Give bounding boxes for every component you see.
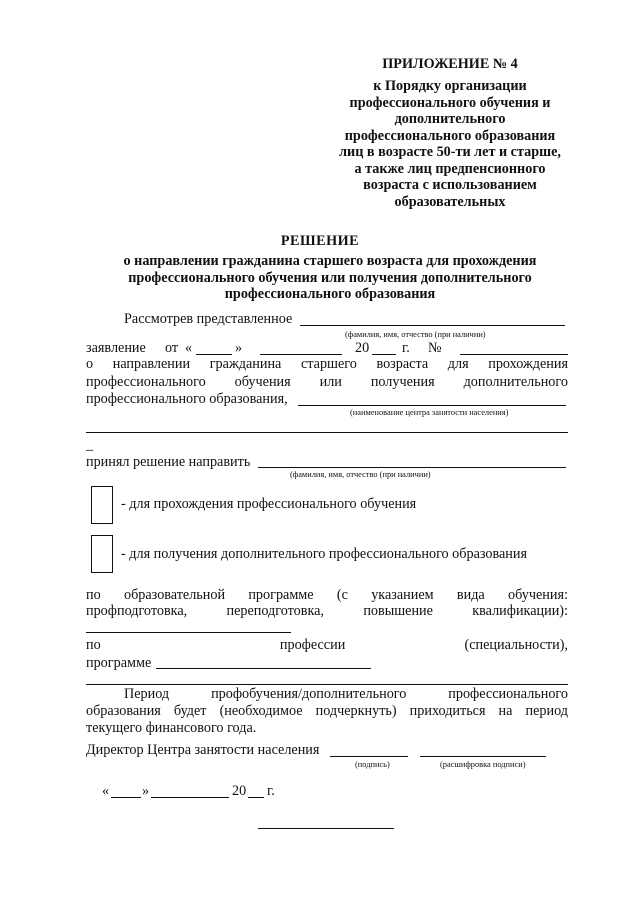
word: вида xyxy=(456,587,485,603)
citizen-name-field[interactable] xyxy=(258,467,566,468)
director-label: Директор Центра занятости населения xyxy=(86,742,320,758)
appendix-line: профессионального образования xyxy=(344,127,556,144)
word: профобучения/дополнительного xyxy=(211,686,407,702)
appendix-line: к Порядку организации xyxy=(373,78,527,94)
word: Период xyxy=(124,686,170,702)
word: профессионального xyxy=(448,686,568,702)
number-sign: № xyxy=(428,340,442,356)
education-label: профессионального образования, xyxy=(86,391,288,407)
word: прохождения xyxy=(488,356,568,372)
caption-center: (наименование центра занятости населения) xyxy=(350,408,509,417)
word: для xyxy=(447,356,469,372)
appendix-line: профессионального обучения и xyxy=(349,94,551,111)
year-suffix: г. xyxy=(402,340,410,356)
statement-year-field[interactable] xyxy=(372,354,396,355)
date-year-suffix: г. xyxy=(267,783,275,799)
considered-label: Рассмотрев представленное xyxy=(124,311,293,327)
statement-number-field[interactable] xyxy=(460,354,568,355)
program-line xyxy=(86,587,568,604)
date-month-field[interactable] xyxy=(151,797,229,798)
statement-from: от xyxy=(165,340,179,356)
appendix-line: дополнительного xyxy=(394,111,506,127)
word: о xyxy=(86,356,94,372)
period-line-3: текущего финансового года. xyxy=(86,720,257,736)
additional-education-checkbox[interactable] xyxy=(91,535,113,573)
word: образовательной xyxy=(123,587,226,603)
period-line xyxy=(124,686,568,703)
word: переподготовка, xyxy=(226,603,324,619)
date-quote-close: » xyxy=(142,783,150,799)
quote-open: « xyxy=(185,340,193,356)
caption-fio2: (фамилия, имя, отчество (при наличии) xyxy=(290,470,431,479)
word: квалификации): xyxy=(472,603,568,619)
types-line xyxy=(86,603,568,620)
decision-title: РЕШЕНИЕ xyxy=(280,233,360,249)
date-year-prefix: 20 xyxy=(232,783,247,799)
option-training: - для прохождения профессионального обучения xyxy=(121,496,417,512)
quote-close: » xyxy=(235,340,243,356)
word: программе xyxy=(248,587,314,603)
applicant-name-field[interactable] xyxy=(300,325,565,326)
caption-signature: (подпись) xyxy=(355,760,390,769)
statement-word: заявление xyxy=(86,340,146,356)
word: по xyxy=(86,637,101,653)
statement-day-field[interactable] xyxy=(196,354,232,355)
direction-line xyxy=(86,356,568,373)
option-additional: - для получения дополнительного профессионального образования xyxy=(121,546,528,562)
word: повышение xyxy=(363,603,433,619)
appendix-block xyxy=(310,78,590,210)
program-type-field[interactable] xyxy=(86,632,291,633)
training-checkbox[interactable] xyxy=(91,486,113,524)
appendix-line: а также лиц предпенсионного xyxy=(354,160,546,177)
period-line-2: образования будет (необходимое подчеркнуть) приходиться на период xyxy=(86,703,568,719)
subtitle-line: профессионального образования xyxy=(224,286,436,302)
date-day-field[interactable] xyxy=(111,797,141,798)
appendix-line: образовательных xyxy=(394,193,506,210)
word: получения xyxy=(370,374,435,390)
signature-field[interactable] xyxy=(330,756,408,757)
word: профессии xyxy=(279,637,346,653)
word: направлении xyxy=(112,356,191,372)
dash-mark: _ xyxy=(86,437,94,453)
program-name-field[interactable] xyxy=(156,668,371,669)
word: дополнительного xyxy=(463,374,568,390)
date-year-field[interactable] xyxy=(248,797,264,798)
bottom-separator xyxy=(258,828,394,829)
statement-month-field[interactable] xyxy=(260,354,342,355)
date-quote-open: « xyxy=(102,783,110,799)
appendix-line: возраста с использованием xyxy=(363,177,537,193)
word: обучения xyxy=(234,374,291,390)
training-line xyxy=(86,374,568,391)
word: старшего xyxy=(300,356,357,372)
word: обучения: xyxy=(508,587,568,603)
year-prefix: 20 xyxy=(355,340,370,356)
word: профподготовка, xyxy=(86,603,188,619)
program-label: программе xyxy=(86,655,152,671)
word: (специальности), xyxy=(464,637,568,653)
appendix-title: ПРИЛОЖЕНИЕ № 4 xyxy=(382,56,518,72)
decided-label: принял решение направить xyxy=(86,454,251,470)
caption-fio: (фамилия, имя, отчество (при наличии) xyxy=(345,330,486,339)
subtitle-line: профессионального обучения или получения дополнительного xyxy=(128,269,532,286)
subtitle-line: о направлении гражданина старшего возраста для прохождения xyxy=(123,253,537,269)
word: указанием xyxy=(371,587,434,603)
signature-decoding-field[interactable] xyxy=(420,756,546,757)
word: (с xyxy=(336,587,348,603)
appendix-line: лиц в возрасте 50-ти лет и старше, xyxy=(339,144,561,160)
word: или xyxy=(319,374,342,390)
word: возраста xyxy=(376,356,429,372)
caption-decoding: (расшифровка подписи) xyxy=(440,760,526,769)
center-name-field-cont[interactable] xyxy=(86,432,568,433)
program-name-field-cont[interactable] xyxy=(86,684,568,685)
center-name-field[interactable] xyxy=(298,405,566,406)
word: по xyxy=(86,587,101,603)
word: профессионального xyxy=(86,374,206,390)
word: гражданина xyxy=(209,356,282,372)
profession-line xyxy=(86,637,568,654)
decision-subtitle xyxy=(60,253,600,303)
